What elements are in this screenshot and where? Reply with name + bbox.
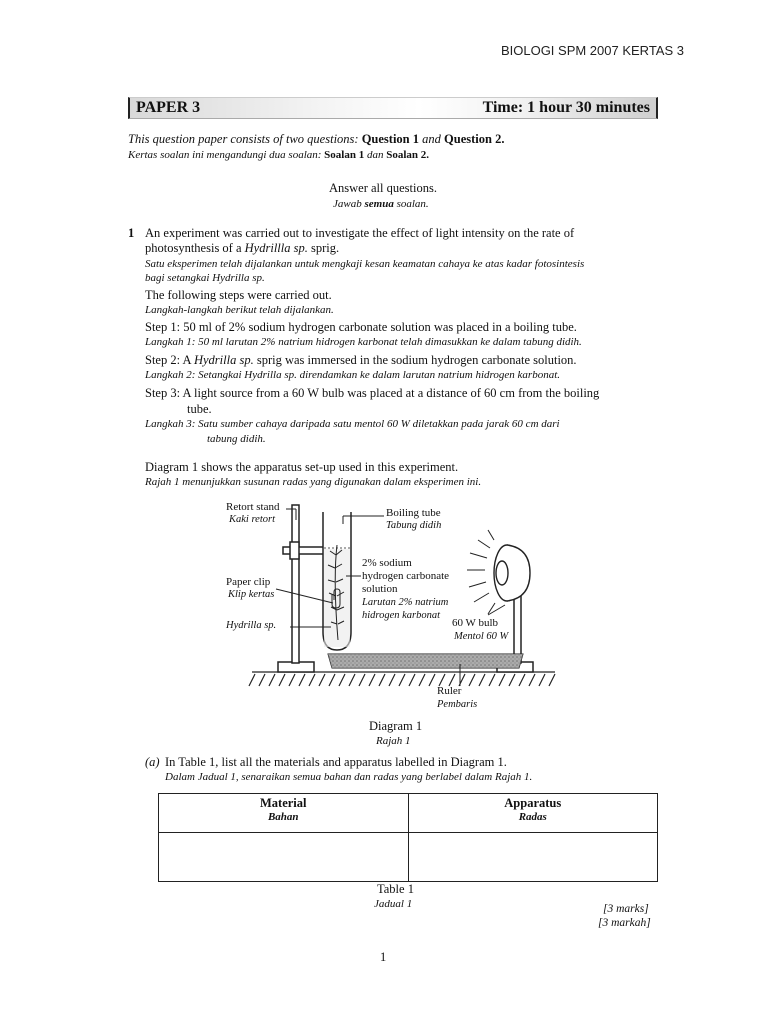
table-answer-row[interactable] (159, 833, 658, 882)
label-retort-stand-malay: Kaki retort (229, 514, 275, 525)
question-text-line2: photosynthesis of a Hydrillla sp. sprig. (145, 241, 340, 255)
label-bulb-malay: Mentol 60 W (454, 631, 509, 642)
light-rays (467, 530, 495, 614)
label-solution-malay-line1: Larutan 2% natrium (362, 597, 449, 608)
apparatus-answer-cell[interactable] (408, 833, 658, 882)
question-malay-line2: bagi setangkai Hydrilla sp. (145, 272, 265, 284)
part-a-label: (a) (145, 755, 160, 769)
bench-surface (249, 672, 555, 686)
step1-english: Step 1: 50 ml of 2% sodium hydrogen carbonate solution was placed in a boiling tube. (145, 320, 577, 334)
label-bulb: 60 W bulb (452, 617, 499, 629)
steps-intro-malay: Langkah-langkah berikut telah dijalankan. (145, 304, 334, 316)
diagram-caption: Diagram 1 (369, 719, 423, 733)
steps-intro-english: The following steps were carried out. (145, 288, 332, 302)
page-number: 1 (380, 950, 387, 964)
label-paper-clip: Paper clip (226, 576, 271, 588)
label-solution-line1: 2% sodium (362, 557, 412, 569)
step3-malay-line2: tabung didih. (207, 433, 266, 445)
instruction-malay: Jawab semua soalan. (333, 198, 429, 210)
table-header-apparatus: Apparatus Radas (408, 794, 658, 833)
ruler (328, 654, 523, 668)
marks-malay: [3 markah] (598, 917, 651, 929)
step3-malay-line1: Langkah 3: Satu sumber cahaya daripada satu mentol 60 W diletakkan pada jarak 60 cm dari (145, 418, 560, 430)
time-label: Time: 1 hour 30 minutes (482, 99, 650, 116)
material-answer-cell[interactable] (159, 833, 409, 882)
label-paper-clip-malay: Klip kertas (228, 589, 275, 600)
label-solution-malay-line2: hidrogen karbonat (362, 610, 441, 621)
intro-english: This question paper consists of two questions: Question 1 and Question 2. (128, 132, 505, 146)
marks-english: [3 marks] (603, 903, 649, 915)
question-text-line1: An experiment was carried out to investigate the effect of light intensity on the rate of (145, 226, 575, 240)
label-solution-line2: hydrogen carbonate (362, 570, 450, 582)
question-malay-line1: Satu eksperimen telah dijalankan untuk mengkaji kesan keamatan cahaya ke atas kadar fotosintesis (145, 258, 585, 270)
intro-malay: Kertas soalan ini mengandungi dua soalan: Soalan 1 dan Soalan 2. (128, 149, 430, 161)
label-ruler-malay: Pembaris (437, 699, 478, 710)
diagram-intro-malay: Rajah 1 menunjukkan susunan radas yang digunakan dalam eksperimen ini. (145, 476, 482, 488)
step2-english: Step 2: A Hydrilla sp. sprig was immersed in the sodium hydrogen carbonate solution. (145, 353, 577, 367)
paper-label: PAPER 3 (136, 99, 201, 116)
step2-malay: Langkah 2: Setangkai Hydrilla sp. direndamkan ke dalam larutan natrium hidrogen karbonat. (145, 369, 561, 381)
label-boiling-tube: Boiling tube (386, 507, 441, 519)
label-retort-stand: Retort stand (226, 501, 280, 513)
boiling-tube (323, 512, 351, 650)
table-header-material: Material Bahan (159, 794, 409, 833)
table-1 (158, 793, 658, 882)
part-a-question: In Table 1, list all the materials and apparatus labelled in Diagram 1. (165, 755, 507, 769)
part-a-question-malay: Dalam Jadual 1, senaraikan semua bahan dan radas yang berlabel dalam Rajah 1. (165, 771, 533, 783)
instruction-english: Answer all questions. (329, 181, 437, 195)
table-header-row (159, 794, 658, 833)
label-solution-line3: solution (362, 583, 398, 595)
diagram-caption-malay: Rajah 1 (376, 735, 411, 747)
step3-english-line1: Step 3: A light source from a 60 W bulb was placed at a distance of 60 cm from the boiling (145, 386, 600, 400)
document-header: BIOLOGI SPM 2007 KERTAS 3 (500, 43, 684, 58)
table-caption-malay: Jadual 1 (374, 898, 413, 910)
label-hydrilla: Hydrilla sp. (226, 620, 277, 631)
step3-english-line2: tube. (187, 402, 212, 416)
table-caption: Table 1 (377, 882, 414, 896)
label-ruler: Ruler (437, 685, 462, 697)
bulb-icon (494, 545, 530, 601)
diagram-intro-english: Diagram 1 shows the apparatus set-up used in this experiment. (145, 460, 459, 474)
step1-malay: Langkah 1: 50 ml larutan 2% natrium hidrogen karbonat telah dimasukkan ke dalam tabung didih. (145, 336, 582, 348)
label-boiling-tube-malay: Tabung didih (386, 520, 442, 531)
question-number: 1 (128, 226, 135, 240)
